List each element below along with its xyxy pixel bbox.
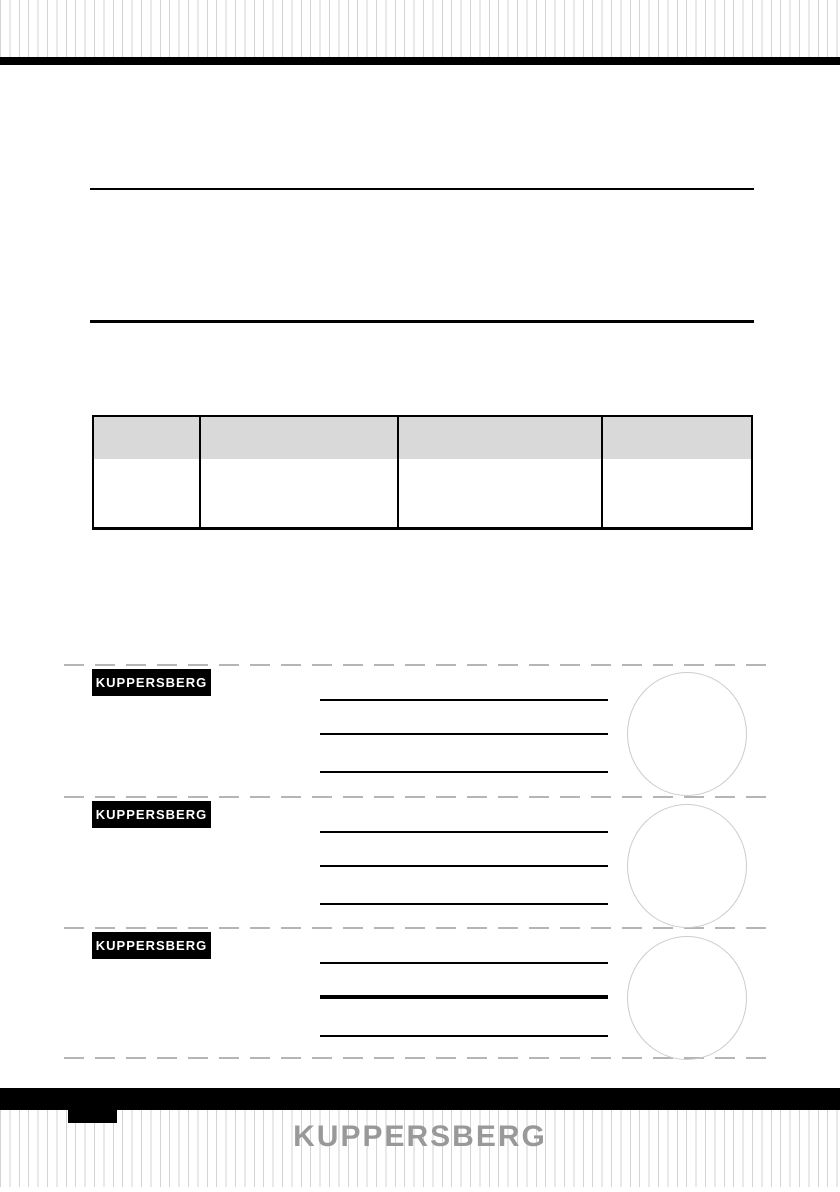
brand-badge xyxy=(92,801,211,828)
write-in-line xyxy=(320,962,608,964)
cut-line xyxy=(64,927,777,929)
brand-badge-label: KUPPERSBERG xyxy=(95,807,208,822)
info-table xyxy=(92,415,753,530)
brand-badge-label: KUPPERSBERG xyxy=(95,675,208,690)
write-in-line xyxy=(320,1035,608,1037)
write-in-line xyxy=(320,995,608,999)
table-cell xyxy=(94,459,199,527)
cut-line xyxy=(64,664,777,666)
table-header-cell xyxy=(603,417,751,459)
write-in-line xyxy=(320,903,608,905)
table-cell xyxy=(603,459,751,527)
top-divider-bar xyxy=(0,57,840,65)
write-in-line xyxy=(320,831,608,833)
write-in-line xyxy=(320,733,608,735)
table-column xyxy=(94,417,201,527)
brand-badge-label: KUPPERSBERG xyxy=(95,938,208,953)
brand-badge xyxy=(92,669,211,696)
header-rule-top xyxy=(90,188,754,190)
write-in-line xyxy=(320,771,608,773)
footer-brand-logo: KUPPERSBERG xyxy=(293,1120,547,1153)
table-column xyxy=(201,417,399,527)
table-header-cell xyxy=(201,417,397,459)
top-perforation-strip xyxy=(0,0,840,58)
write-in-line xyxy=(320,865,608,867)
brand-badge xyxy=(92,932,211,959)
table-cell xyxy=(201,459,397,527)
table-header-cell xyxy=(94,417,199,459)
stamp-circle xyxy=(627,936,747,1060)
stamp-circle xyxy=(627,672,747,796)
header-rule-bottom xyxy=(90,320,754,323)
table-column xyxy=(603,417,751,527)
write-in-line xyxy=(320,699,608,701)
table-header-cell xyxy=(399,417,601,459)
cut-line xyxy=(64,796,777,798)
table-column xyxy=(399,417,603,527)
bottom-divider-bar xyxy=(0,1088,840,1110)
table-cell xyxy=(399,459,601,527)
stamp-circle xyxy=(627,804,747,928)
